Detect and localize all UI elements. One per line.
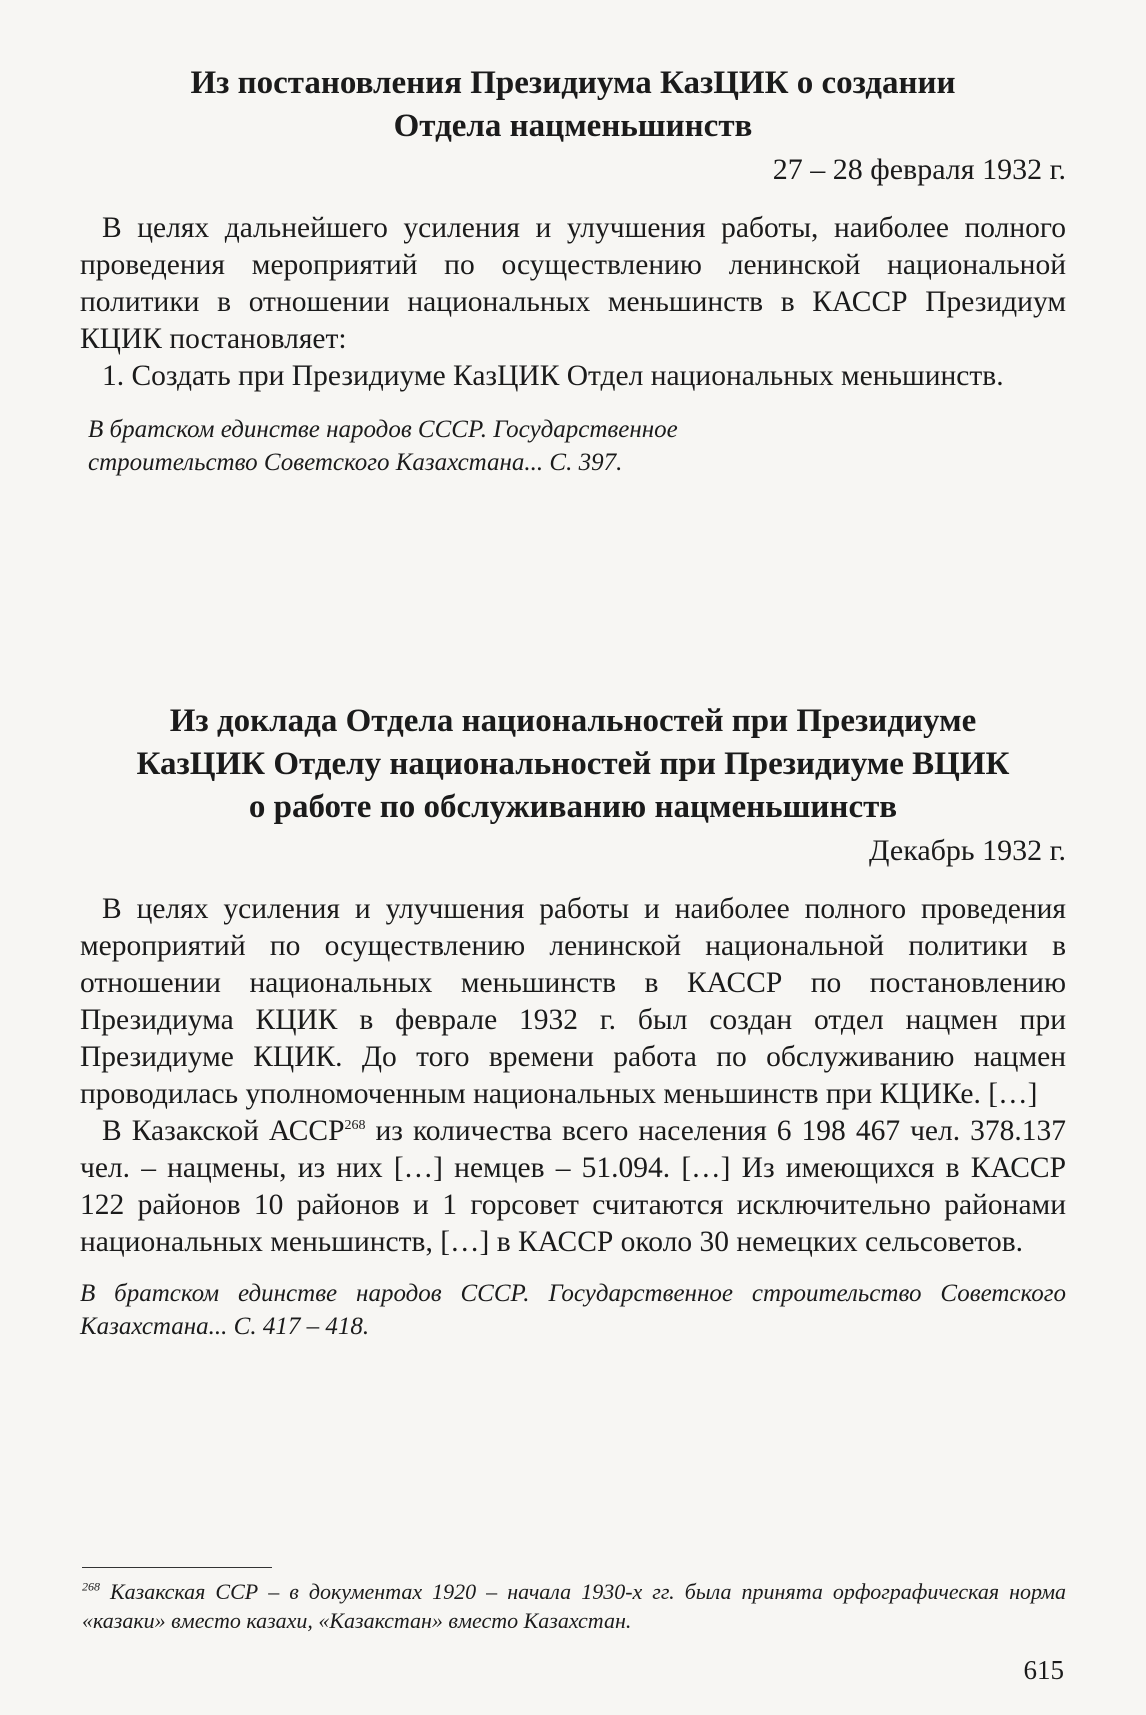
- section2-title: [80, 700, 1066, 829]
- section2-title-line1: Из доклада Отдела национальностей при Президиуме: [169, 703, 977, 739]
- section1-paragraph-1: В целях дальнейшего усиления и улучшения работы, наиболее полного проведения мероприятий по осуществлению ленинской национальной политики в отношении национальных меньшинств в КАССР Президиум КЦИК постановляет:: [80, 212, 1066, 355]
- footnote-divider: [82, 1567, 272, 1568]
- section1-title-line1: Из постановления Президиума КазЦИК о создании: [190, 65, 956, 101]
- section1-source-line1: В братском единстве народов СССР. Государственное: [88, 416, 678, 443]
- section2-paragraph-2-rest: из количества всего населения 6 198 467 чел. 378.137 чел. – нацмены, из них […] немцев – 51.094. […] Из имеющихся в КАССР 122 районов 10 районов и 1 горсовет считаются исключительно районами национальных меньшинств, […] в КАССР около 30 немецких сельсоветов.: [80, 1115, 1066, 1258]
- document-section-1: [80, 62, 1066, 479]
- section2-title-line3: о работе по обслуживанию нацменьшинств: [248, 789, 898, 825]
- section2-title-line2: КазЦИК Отделу национальностей при Президиуме ВЦИК: [136, 746, 1010, 782]
- document-section-2: [80, 700, 1066, 1343]
- section1-title-line2: Отдела нацменьшинств: [393, 108, 753, 144]
- section1-source: [80, 413, 1066, 479]
- section1-body: [80, 210, 1066, 395]
- section2-paragraph-2-start: В Казакской АССР: [102, 1115, 345, 1147]
- page-number: 615: [1023, 1655, 1064, 1685]
- footnote-number: 268: [82, 1579, 100, 1594]
- section1-date: 27 – 28 февраля 1932 г.: [772, 153, 1066, 186]
- section2-source: В братском единстве народов СССР. Государственное строительство Советского Казахстана... С. 417 – 418.: [80, 1280, 1066, 1340]
- section2-body: [80, 891, 1066, 1261]
- section2-paragraph-1: В целях усиления и улучшения работы и наиболее полного проведения мероприятий по осуществлению ленинской национальной политики в отношении национальных меньшинств в КАССР по постановлению Президиума КЦИК в феврале 1932 г. был создан отдел нацмен при Президиуме КЦИК. До того времени работа по обслуживанию нацмен проводилась уполномоченным национальных меньшинств при КЦИКе. […]: [80, 893, 1066, 1110]
- section2-paragraph-2: [80, 1113, 1066, 1261]
- footnote-text: Казакская ССР – в документах 1920 – начала 1930-х гг. была принята орфографическая норма «казаки» вместо казахи, «Казакстан» вместо Казахстан.: [82, 1579, 1066, 1633]
- section1-paragraph-2: 1. Создать при Президиуме КазЦИК Отдел национальных меньшинств.: [102, 360, 1004, 392]
- footnote: [82, 1577, 1066, 1635]
- section2-date: Декабрь 1932 г.: [869, 834, 1066, 867]
- footnote-reference[interactable]: 268: [344, 1118, 366, 1134]
- section1-title: [80, 62, 1066, 148]
- section1-source-line2: строительство Советского Казахстана... С. 397.: [88, 449, 623, 476]
